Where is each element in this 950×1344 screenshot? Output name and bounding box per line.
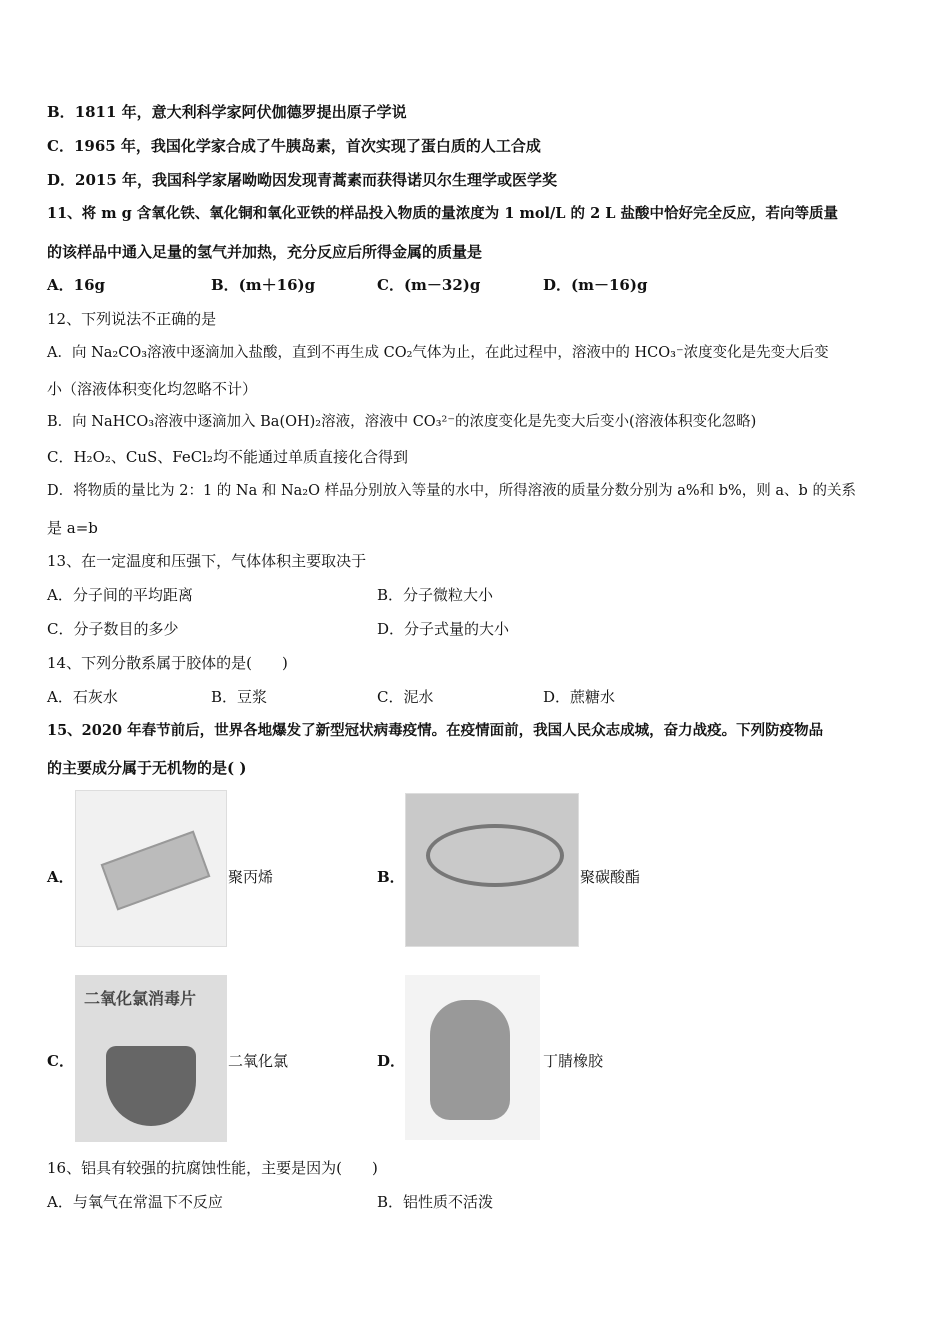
q14-option-b: B．豆浆: [211, 688, 268, 706]
q15-option-b-label: 聚碳酸酯: [580, 868, 641, 886]
q15-option-d-letter: D．: [377, 1052, 406, 1070]
glove-image: [405, 975, 540, 1140]
q11-option-a: A．16g: [47, 276, 106, 294]
q12-stem: 12、下列说法不正确的是: [47, 310, 217, 328]
q11-stem-2: 的该样品中通入足量的氢气并加热，充分反应后所得金属的质量是: [47, 243, 483, 261]
q16-option-a: A．与氧气在常温下不反应: [47, 1193, 223, 1211]
q15-option-a-letter: A．: [47, 868, 74, 886]
q14-option-c: C．泥水: [377, 688, 434, 706]
q15-option-b-letter: B．: [377, 868, 405, 886]
q16-option-b: B．铝性质不活泼: [377, 1193, 494, 1211]
q15-stem-2: 的主要成分属于无机物的是( ): [47, 759, 247, 777]
q11-option-b: B．(m＋16)g: [211, 276, 316, 294]
q12-option-a-1: A．向 Na₂CO₃溶液中逐滴加入盐酸，直到不再生成 CO₂气体为止，在此过程中，溶液中的 HCO₃⁻浓度变化是先变大后变: [47, 345, 829, 361]
disinfectant-tablet-image: [75, 975, 227, 1142]
option-text: 2015 年，我国科学家屠呦呦因发现青蒿素而获得诺贝尔生理学或医学奖: [75, 171, 557, 189]
option-letter: C．: [47, 137, 74, 155]
q12-option-c: C．H₂O₂、CuS、FeCl₂均不能通过单质直接化合得到: [47, 448, 409, 466]
q13-stem: 13、在一定温度和压强下，气体体积主要取决于: [47, 552, 367, 570]
q12-option-d-1: D．将物质的量比为 2：1 的 Na 和 Na₂O 样品分别放入等量的水中，所得溶液的质量分数分别为 a%和 b%，则 a、b 的关系: [47, 483, 856, 499]
q13-option-c: C．分子数目的多少: [47, 620, 179, 638]
q15-option-d-label: 丁腈橡胶: [543, 1052, 604, 1070]
option-text: 1811 年，意大利科学家阿伏伽德罗提出原子学说: [74, 103, 407, 121]
box-text: 二氧化氯消毒片: [84, 989, 197, 1008]
q12-option-d-2: 是 a=b: [47, 519, 98, 537]
q11-option-d: D．(m－16)g: [543, 276, 648, 294]
q14-option-a: A．石灰水: [47, 688, 118, 706]
option-text: 1965 年，我国化学家合成了牛胰岛素，首次实现了蛋白质的人工合成: [73, 137, 541, 155]
q16-stem: 16、铝具有较强的抗腐蚀性能，主要是因为( ): [47, 1159, 378, 1177]
option-letter: B．: [47, 103, 75, 121]
mask-image: [75, 790, 227, 947]
q15-option-c-label: 二氧化氯: [228, 1052, 289, 1070]
option-b-prev: [47, 102, 407, 122]
option-c-prev: [47, 136, 541, 156]
q14-stem: 14、下列分散系属于胶体的是( ): [47, 654, 288, 672]
q14-option-d: D．蔗糖水: [543, 688, 616, 706]
option-d-prev: [47, 170, 557, 190]
q15-stem-1: 15、2020 年春节前后，世界各地爆发了新型冠状病毒疫情。在疫情面前，我国人民众志成城，奋力战疫。下列防疫物品: [47, 722, 824, 739]
q13-option-d: D．分子式量的大小: [377, 620, 510, 638]
option-letter: D．: [47, 171, 76, 189]
q12-option-a-2: 小（溶液体积变化均忽略不计）: [47, 380, 258, 398]
goggles-image: [405, 793, 579, 947]
q12-option-b: B．向 NaHCO₃溶液中逐滴加入 Ba(OH)₂溶液，溶液中 CO₃²⁻的浓度变化是先变大后变小(溶液体积变化忽略): [47, 414, 757, 430]
q15-option-c-letter: C．: [47, 1052, 74, 1070]
q15-option-a-label: 聚丙烯: [228, 868, 274, 886]
q13-option-a: A．分子间的平均距离: [47, 586, 193, 604]
q11-option-c: C．(m－32)g: [377, 276, 481, 294]
q11-stem-1: 11、将 m g 含氧化铁、氧化铜和氧化亚铁的样品投入物质的量浓度为 1 mol/L 的 2 L 盐酸中恰好完全反应，若向等质量: [47, 205, 838, 222]
q13-option-b: B．分子微粒大小: [377, 586, 494, 604]
